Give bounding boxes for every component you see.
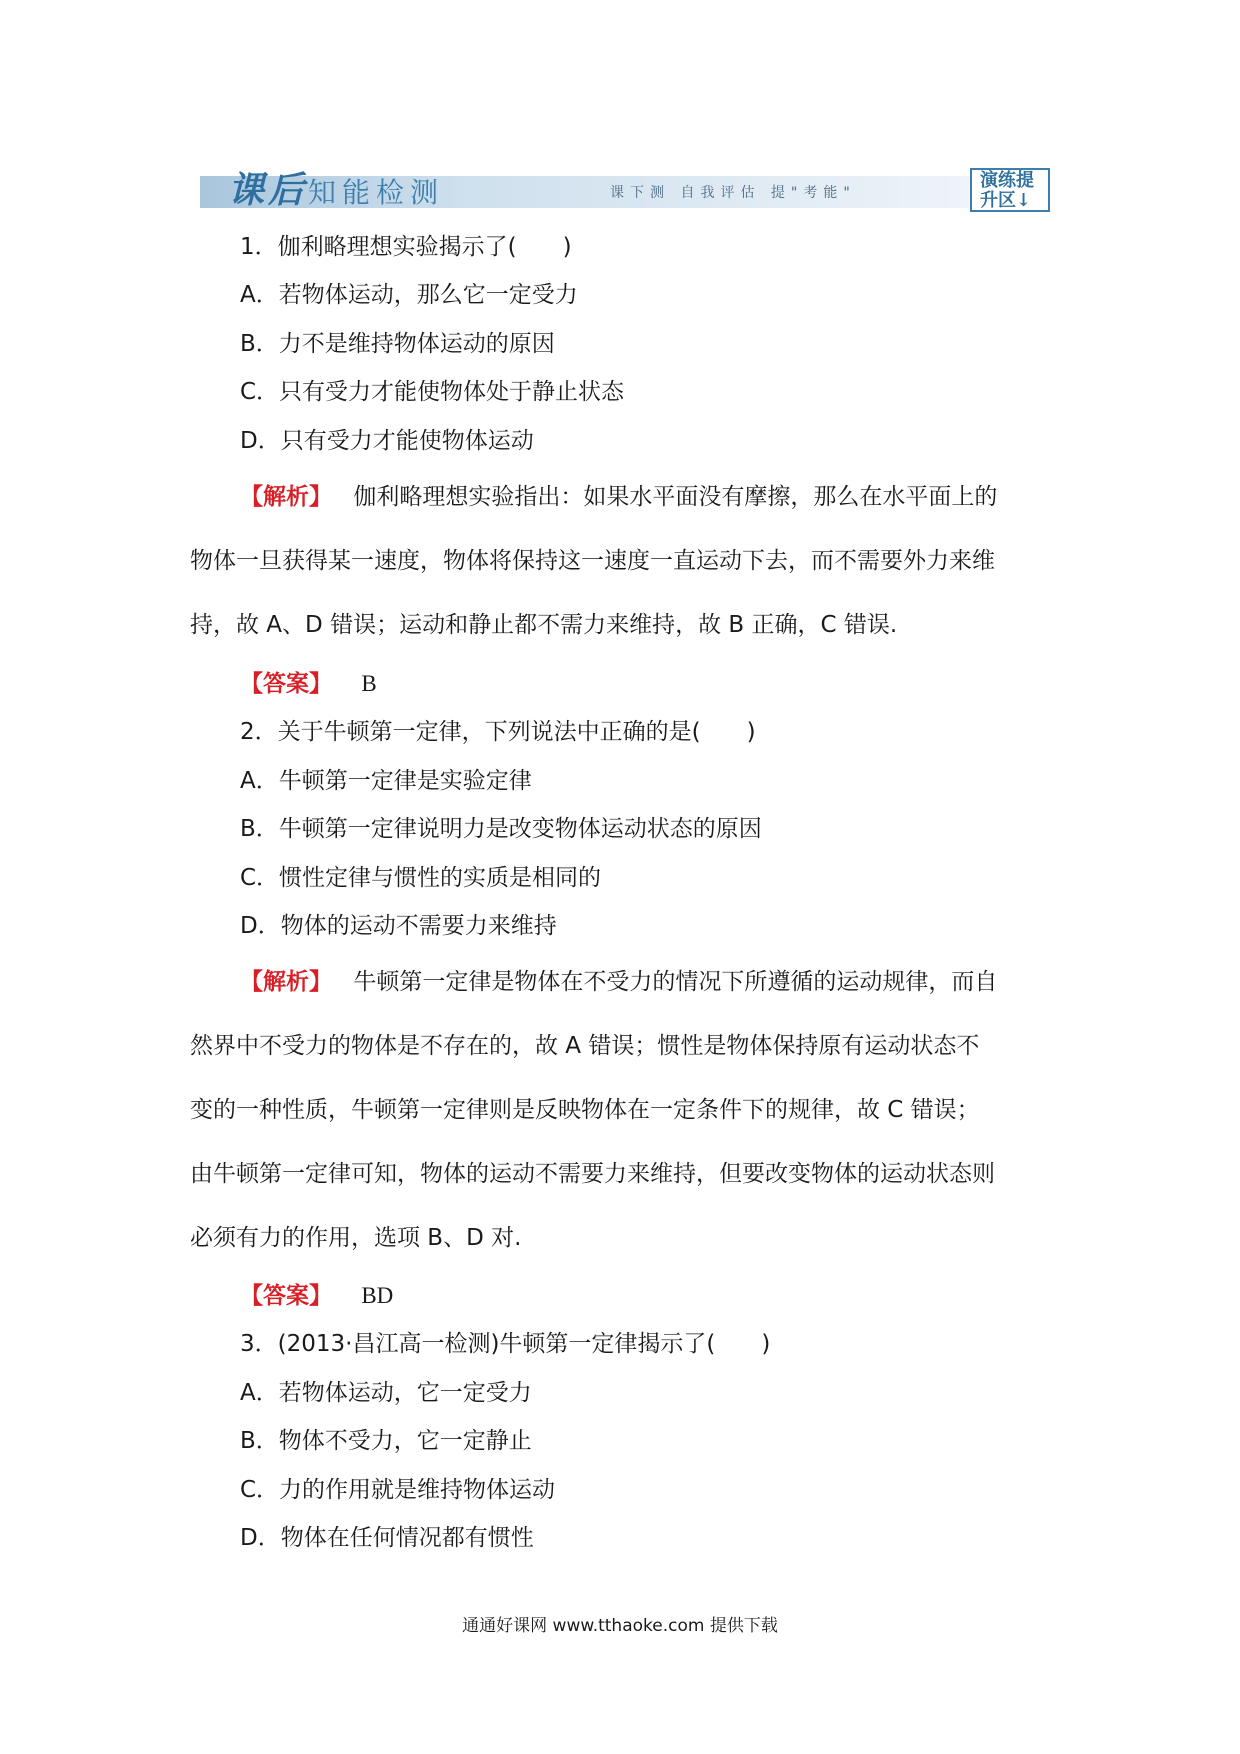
q2-analysis-line-3: 变的一种性质，牛顿第一定律则是反映物体在一定条件下的规律，故 C 错误； [190,1097,980,1123]
footer-credit: 通通好课网 www.tthaoke.com 提供下载 [462,1616,778,1636]
q2-analysis-line-4: 由牛顿第一定律可知，物体的运动不需要力来维持，但要改变物体的运动状态则 [190,1161,995,1187]
q2-option-d: D．物体的运动不需要力来维持 [240,913,557,939]
banner-subtitle: 课下测 自我评估 提"考能" [610,185,856,201]
q1-answer-value: B [361,671,377,696]
badge-line-2: 升区↓ [980,190,1032,211]
q2-option-b: B．牛顿第一定律说明力是改变物体运动状态的原因 [240,816,762,842]
q1-analysis-line-2: 物体一旦获得某一速度，物体将保持这一速度一直运动下去，而不需要外力来维 [190,548,995,574]
q1-analysis-text-1: 伽利略理想实验指出：如果水平面没有摩擦，那么在水平面上的 [353,484,998,510]
q2-option-c: C．惯性定律与惯性的实质是相同的 [240,865,602,891]
q1-analysis-label: 【解析】 [240,484,332,510]
q2-answer-row [240,1277,393,1310]
q2-analysis-line-1 [240,963,997,996]
q3-option-c: C．力的作用就是维持物体运动 [240,1477,556,1503]
q1-stem: 1．伽利略理想实验揭示了( ) [240,234,572,260]
q3-option-b: B．物体不受力，它一定静止 [240,1428,532,1454]
q2-analysis-label: 【解析】 [240,969,332,995]
q1-option-a: A．若物体运动，那么它一定受力 [240,282,578,308]
q1-answer-label: 【答案】 [240,671,332,697]
banner-title-small: 知能检测 [308,176,445,209]
q2-answer-value: BD [361,1283,394,1308]
section-banner [200,168,1050,212]
q2-stem: 2．关于牛顿第一定律，下列说法中正确的是( ) [240,719,756,745]
q2-analysis-line-2: 然界中不受力的物体是不存在的，故 A 错误；惯性是物体保持原有运动状态不 [190,1033,980,1059]
badge-line-1: 演练提 [980,170,1034,191]
banner-badge [970,168,1050,212]
q2-option-a: A．牛顿第一定律是实验定律 [240,768,532,794]
q3-option-a: A．若物体运动，它一定受力 [240,1380,532,1406]
banner-title-big: 课后 [228,169,309,211]
q2-analysis-text-1: 牛顿第一定律是物体在不受力的情况下所遵循的运动规律，而自 [353,969,998,995]
q3-stem: 3．(2013·昌江高一检测)牛顿第一定律揭示了( ) [240,1331,771,1357]
q2-analysis-line-5: 必须有力的作用，选项 B、D 对. [190,1225,522,1251]
q3-option-d: D．物体在任何情况都有惯性 [240,1525,534,1551]
q1-option-d: D．只有受力才能使物体运动 [240,428,534,454]
q1-option-b: B．力不是维持物体运动的原因 [240,331,555,357]
q1-option-c: C．只有受力才能使物体处于静止状态 [240,379,625,405]
q2-answer-label: 【答案】 [240,1283,332,1309]
banner-title [228,168,444,212]
q1-analysis-line-1 [240,478,997,511]
q1-answer-row [240,665,377,698]
q1-analysis-line-3: 持，故 A、D 错误；运动和静止都不需力来维持，故 B 正确，C 错误. [190,612,898,638]
